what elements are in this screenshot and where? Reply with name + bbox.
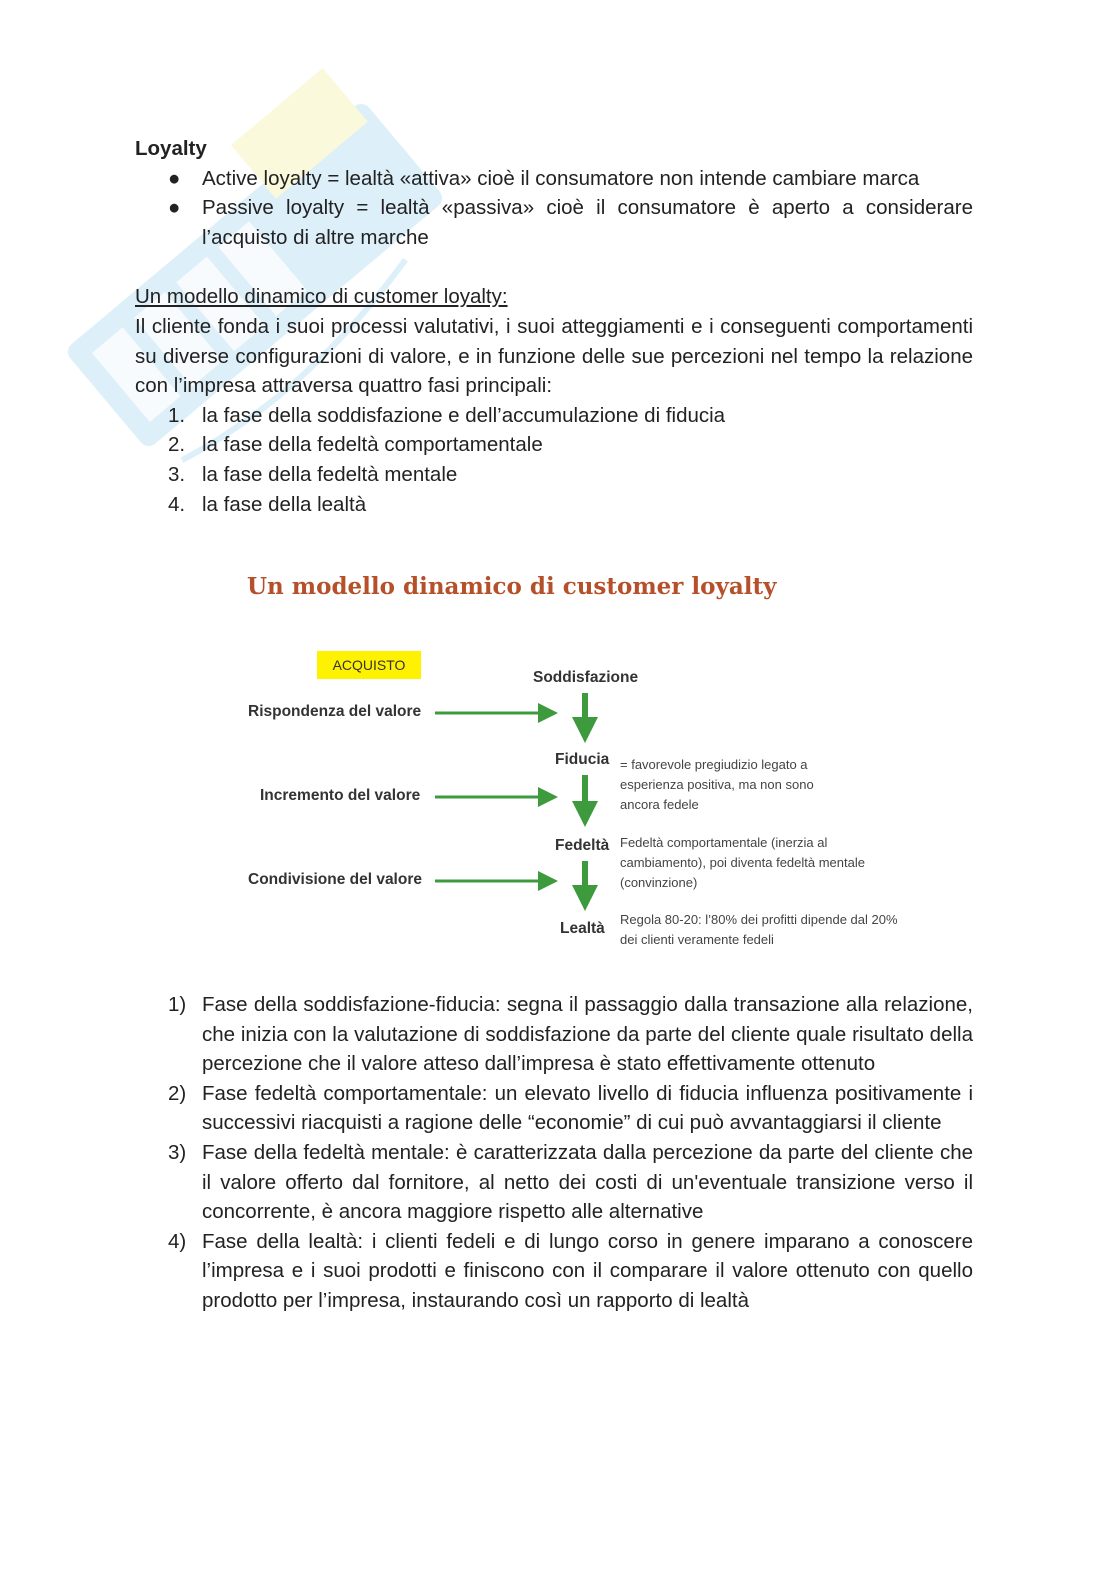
list-item bbox=[135, 990, 973, 1079]
diagram-title: Un modello dinamico di customer loyalty bbox=[247, 573, 777, 600]
note-lealta: Regola 80-20: l’80% dei profitti dipende dal 20% dei clienti veramente fedeli bbox=[620, 912, 898, 947]
detail-text: Fase della fedeltà mentale: è caratterizzata dalla percezione da parte del cliente che il valore offerto dal fornitore, al netto dei costi di un'eventuale transizione verso il concorrente, è ancora maggiore rispetto alle alternative bbox=[202, 1140, 973, 1224]
bullet-icon: ● bbox=[168, 196, 181, 220]
loyalty-heading: Loyalty bbox=[135, 137, 207, 160]
list-item bbox=[135, 193, 973, 252]
bullet-text: Passive loyalty = lealtà «passiva» cioè il consumatore è aperto a considerare l’acquisto di altre marche bbox=[202, 196, 973, 249]
down-arrow-icon bbox=[572, 693, 598, 743]
list-number: 4) bbox=[168, 1229, 187, 1253]
list-item bbox=[135, 401, 973, 431]
stage-lealta: Lealtà bbox=[560, 920, 605, 937]
down-arrow-icon bbox=[572, 775, 598, 827]
acquisto-badge: ACQUISTO bbox=[317, 651, 421, 679]
list-item bbox=[135, 430, 973, 460]
list-item bbox=[135, 1227, 973, 1316]
list-number: 4. bbox=[168, 492, 186, 516]
model-subtitle: Un modello dinamico di customer loyalty: bbox=[135, 285, 508, 309]
note-fiducia: = favorevole pregiudizio legato a esperienza positiva, ma non sono ancora fedele bbox=[620, 757, 814, 812]
stage-fiducia: Fiducia bbox=[555, 751, 610, 768]
stage-fedelta: Fedeltà bbox=[555, 837, 610, 854]
list-number: 2. bbox=[168, 433, 186, 457]
detail-text: Fase della lealtà: i clienti fedeli e di lungo corso in genere imparano a conoscere l’impresa e i suoi prodotti e finiscono con il comparare il valore ottenuto con quello prodotto per l’impresa, instaurando così un rapporto di lealtà bbox=[202, 1229, 973, 1312]
bullet-icon: ● bbox=[168, 166, 181, 190]
label-incremento: Incremento del valore bbox=[260, 787, 421, 804]
note-fedelta: Fedeltà comportamentale (inerzia al cambiamento), poi diventa fedeltà mentale (convinzione) bbox=[620, 835, 865, 890]
phase-text: la fase della fedeltà mentale bbox=[202, 462, 458, 486]
diagram-arrows bbox=[235, 565, 915, 965]
phase-details bbox=[135, 990, 973, 1316]
phases-list bbox=[135, 401, 973, 519]
list-item bbox=[135, 1138, 973, 1227]
loyalty-model-diagram bbox=[235, 565, 915, 965]
detail-text: Fase fedeltà comportamentale: un elevato livello di fiducia influenza positivamente i successivi riacquisti a ragione delle “economie” di cui può avvantaggiarsi il cliente bbox=[202, 1081, 973, 1135]
stage-soddisfazione: Soddisfazione bbox=[533, 669, 639, 686]
list-number: 1. bbox=[168, 403, 186, 427]
list-number: 3. bbox=[168, 462, 186, 486]
phase-text: la fase della lealtà bbox=[202, 492, 367, 516]
list-number: 3) bbox=[168, 1140, 187, 1164]
document-body bbox=[135, 134, 973, 519]
list-number: 1) bbox=[168, 993, 187, 1016]
detail-text: Fase della soddisfazione-fiducia: segna il passaggio dalla transazione alla relazione, che inizia con la valutazione di soddisfazione da parte del cliente quale risultato della percezione che il valore atteso dall’impresa è stato effettivamente ottenuto bbox=[202, 993, 973, 1076]
down-arrow-icon bbox=[572, 861, 598, 911]
right-arrow-icon bbox=[435, 871, 558, 891]
list-item bbox=[135, 490, 973, 520]
right-arrow-icon bbox=[435, 703, 558, 723]
bullet-text: Active loyalty = lealtà «attiva» cioè il consumatore non intende cambiare marca bbox=[202, 166, 920, 190]
list-item bbox=[135, 460, 973, 490]
phase-details-list bbox=[135, 990, 973, 1316]
phase-text: la fase della fedeltà comportamentale bbox=[202, 433, 543, 457]
loyalty-bullet-list bbox=[135, 164, 973, 253]
phase-text: la fase della soddisfazione e dell’accumulazione di fiducia bbox=[202, 403, 726, 427]
list-item bbox=[135, 164, 973, 194]
right-arrow-icon bbox=[435, 787, 558, 807]
label-rispondenza: Rispondenza del valore bbox=[248, 703, 422, 720]
model-paragraph: Il cliente fonda i suoi processi valutativi, i suoi atteggiamenti e i conseguenti comportamenti su diverse configurazioni di valore, e in funzione delle sue percezioni nel tempo la relazione con l’impresa attraversa quattro fasi principali: bbox=[135, 314, 973, 398]
list-number: 2) bbox=[168, 1081, 187, 1105]
list-item bbox=[135, 1079, 973, 1138]
label-condivisione: Condivisione del valore bbox=[248, 871, 422, 888]
